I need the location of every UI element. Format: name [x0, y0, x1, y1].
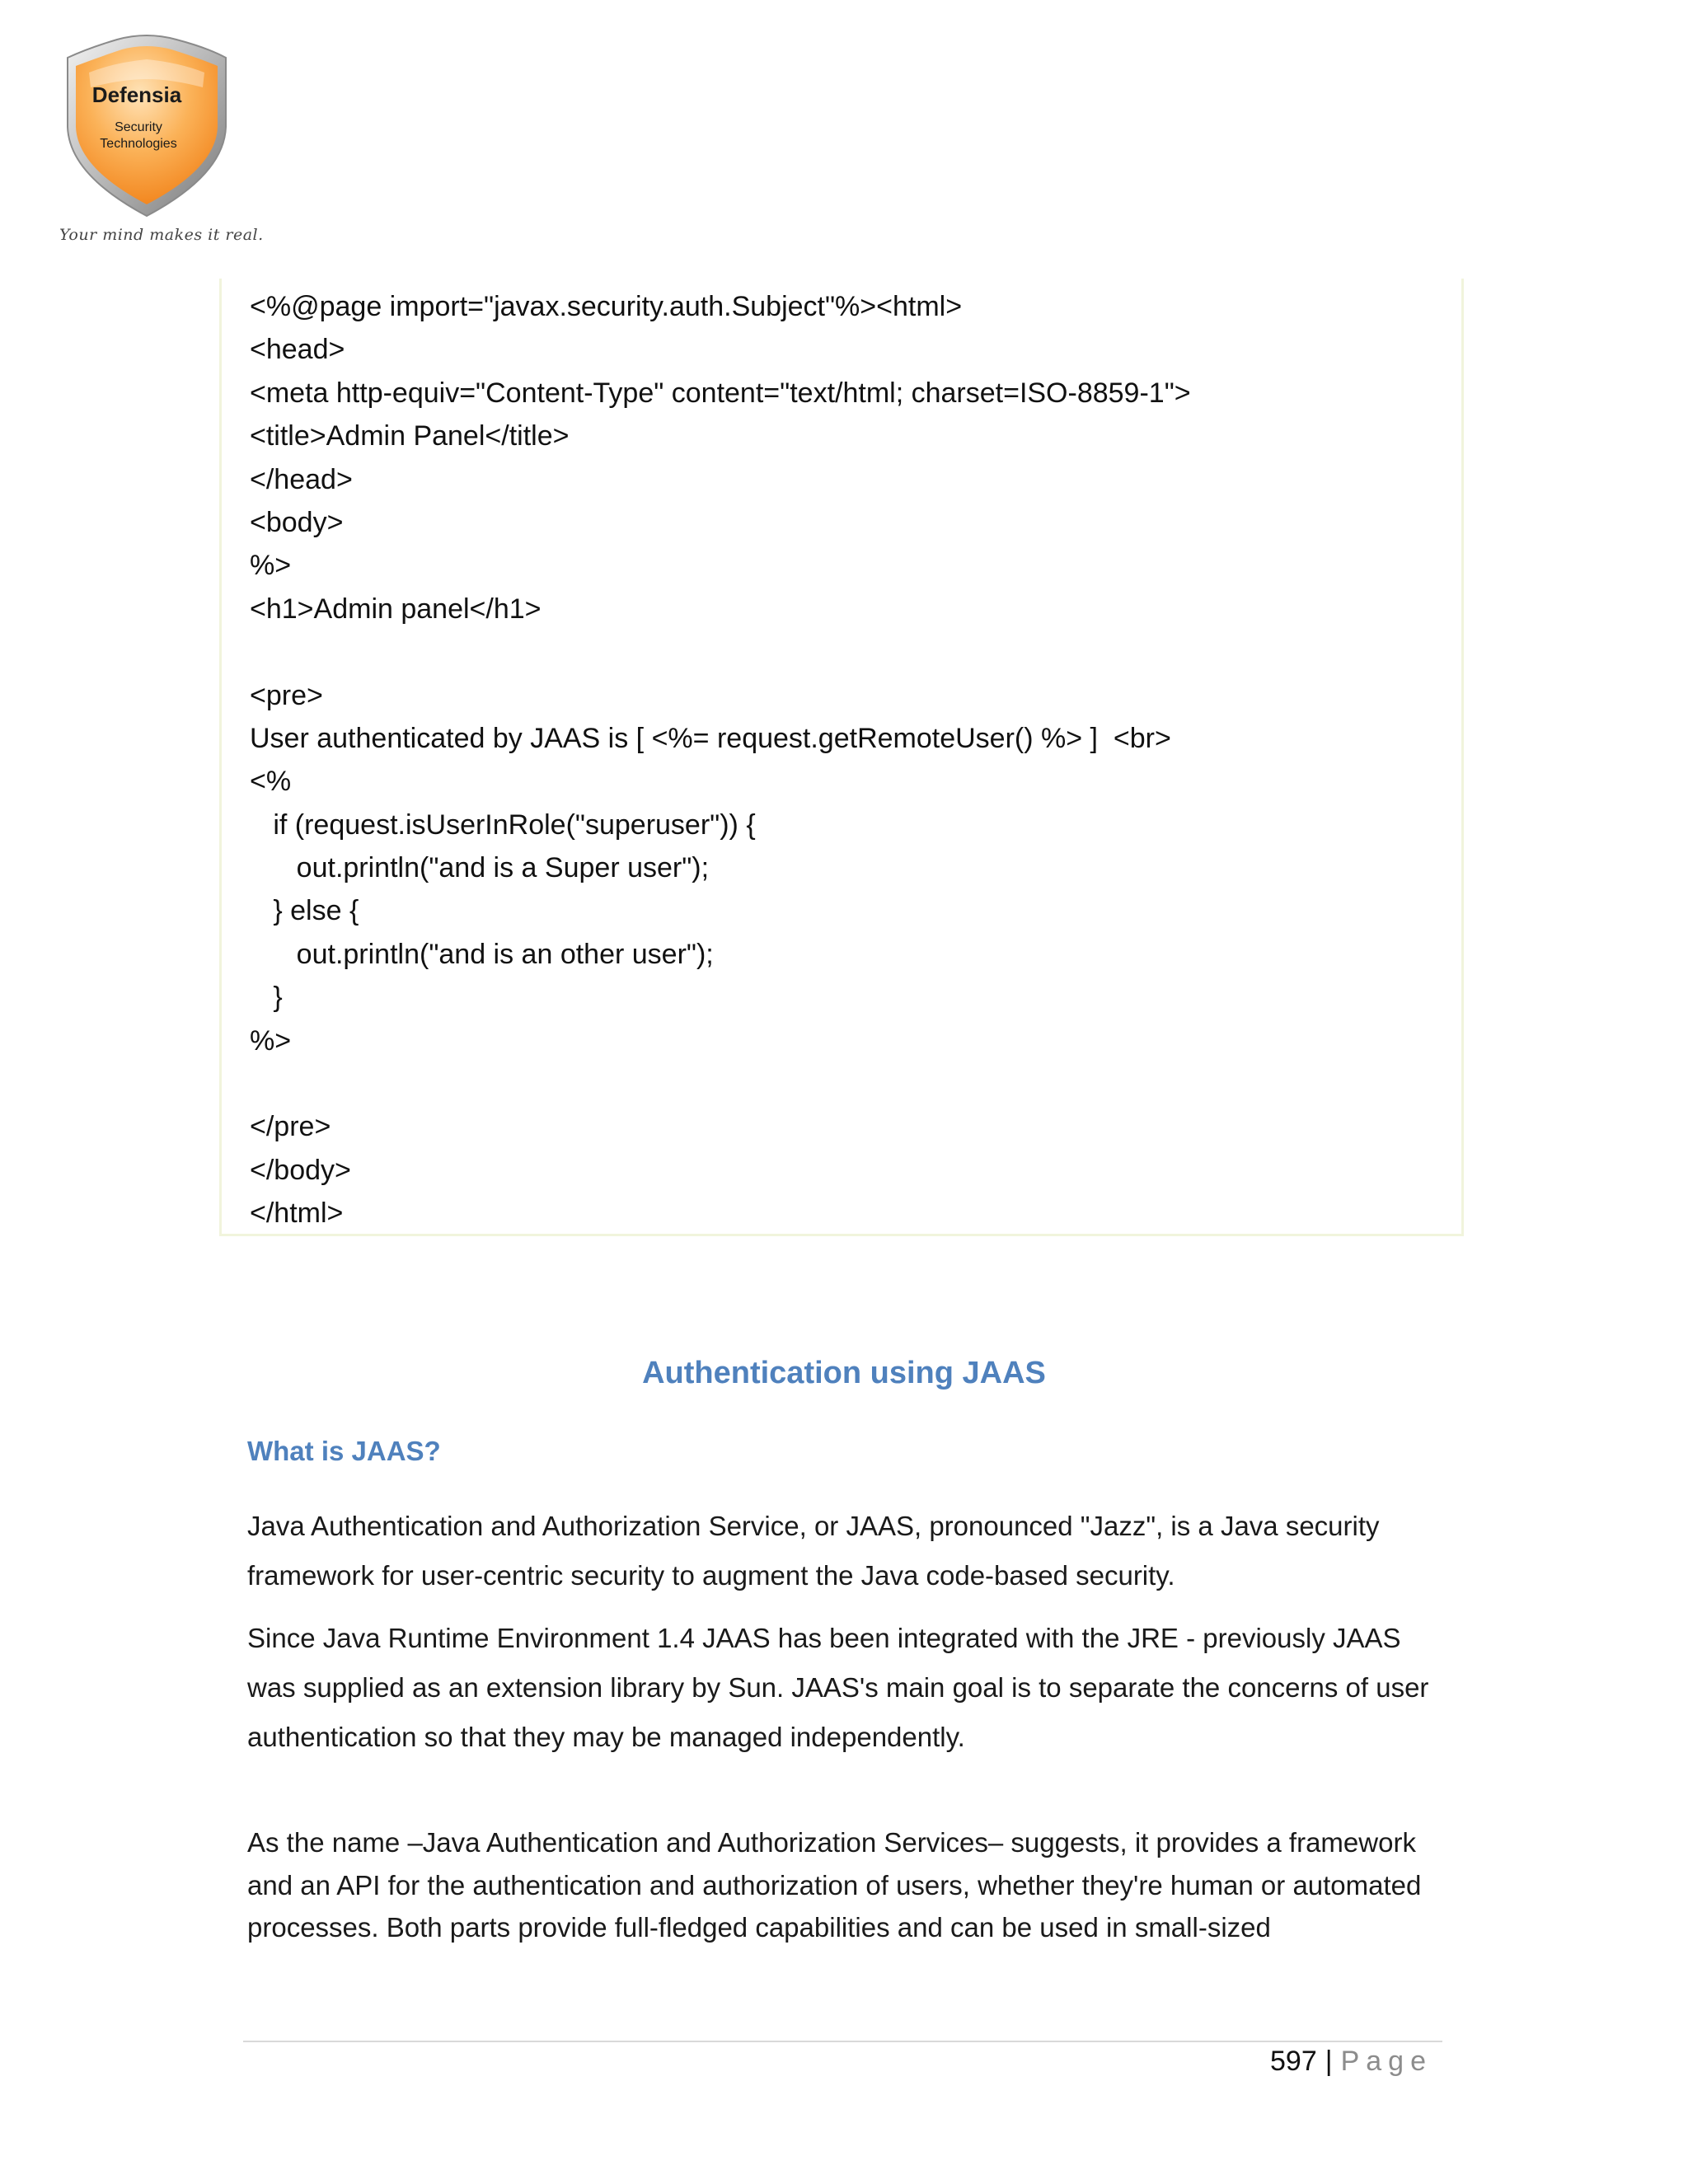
code-line: <pre>	[250, 679, 323, 711]
code-line: } else {	[250, 895, 359, 927]
footer-divider	[243, 2041, 1442, 2042]
code-line: <h1>Admin panel</h1>	[250, 593, 542, 625]
page-number: 597	[1270, 2046, 1317, 2077]
code-line: </html>	[250, 1197, 344, 1230]
code-lines	[250, 279, 1191, 1235]
section-title: Authentication using JAAS	[642, 1356, 1046, 1390]
logo-subtitle-line2: Technologies	[100, 137, 177, 151]
code-line: </pre>	[250, 1111, 331, 1143]
code-line: }	[250, 982, 283, 1014]
code-line: </body>	[250, 1154, 351, 1186]
code-line	[250, 1062, 1191, 1105]
code-line: if (request.isUserInRole("superuser")) {	[250, 808, 756, 841]
page-footer	[1270, 2046, 1432, 2078]
logo-name: Defensia	[91, 82, 182, 107]
paragraph-jaas-history: Since Java Runtime Environment 1.4 JAAS has been integrated with the JRE - previously JAAS was supplied as an extension library by Sun. JAAS's main goal is to separate the concerns of user authentication so that they may be managed independently.	[247, 1623, 1429, 1752]
code-line: User authenticated by JAAS is [ <%= request.getRemoteUser() %> ] <br>	[250, 722, 1171, 754]
code-line: <title>Admin Panel</title>	[250, 420, 570, 452]
code-block	[219, 279, 1464, 1236]
section-subtitle: What is JAAS?	[247, 1436, 441, 1466]
code-line: </head>	[250, 463, 353, 495]
logo-subtitle-line1: Security	[115, 120, 162, 134]
page-label: Page	[1340, 2046, 1432, 2077]
code-line: out.println("and is a Super user");	[250, 852, 710, 884]
code-line	[250, 630, 1191, 673]
code-line: %>	[250, 1024, 292, 1057]
code-line: out.println("and is an other user");	[250, 938, 714, 970]
code-line: <body>	[250, 506, 344, 538]
company-logo	[56, 30, 264, 260]
code-line: <meta http-equiv="Content-Type" content="text/html; charset=ISO-8859-1">	[250, 377, 1191, 409]
code-line: %>	[250, 550, 292, 582]
logo-tagline: Your mind makes it real.	[59, 226, 264, 244]
code-line: <head>	[250, 334, 345, 366]
paragraph-jaas-definition: Java Authentication and Authorization Service, or JAAS, pronounced "Jazz", is a Java security framework for user-centric security to augment the Java code-based security.	[247, 1511, 1380, 1591]
code-line: <%	[250, 766, 292, 798]
code-line: <%@page import="javax.security.auth.Subject"%><html>	[250, 291, 963, 322]
footer-separator: |	[1325, 2046, 1333, 2077]
paragraph-jaas-framework: As the name –Java Authentication and Authorization Services– suggests, it provides a framework and an API for the authentication and authorization of users, whether they're human or automated processes. Both parts provide full-fledged capabilities and can be used in small-sized	[247, 1827, 1422, 1943]
